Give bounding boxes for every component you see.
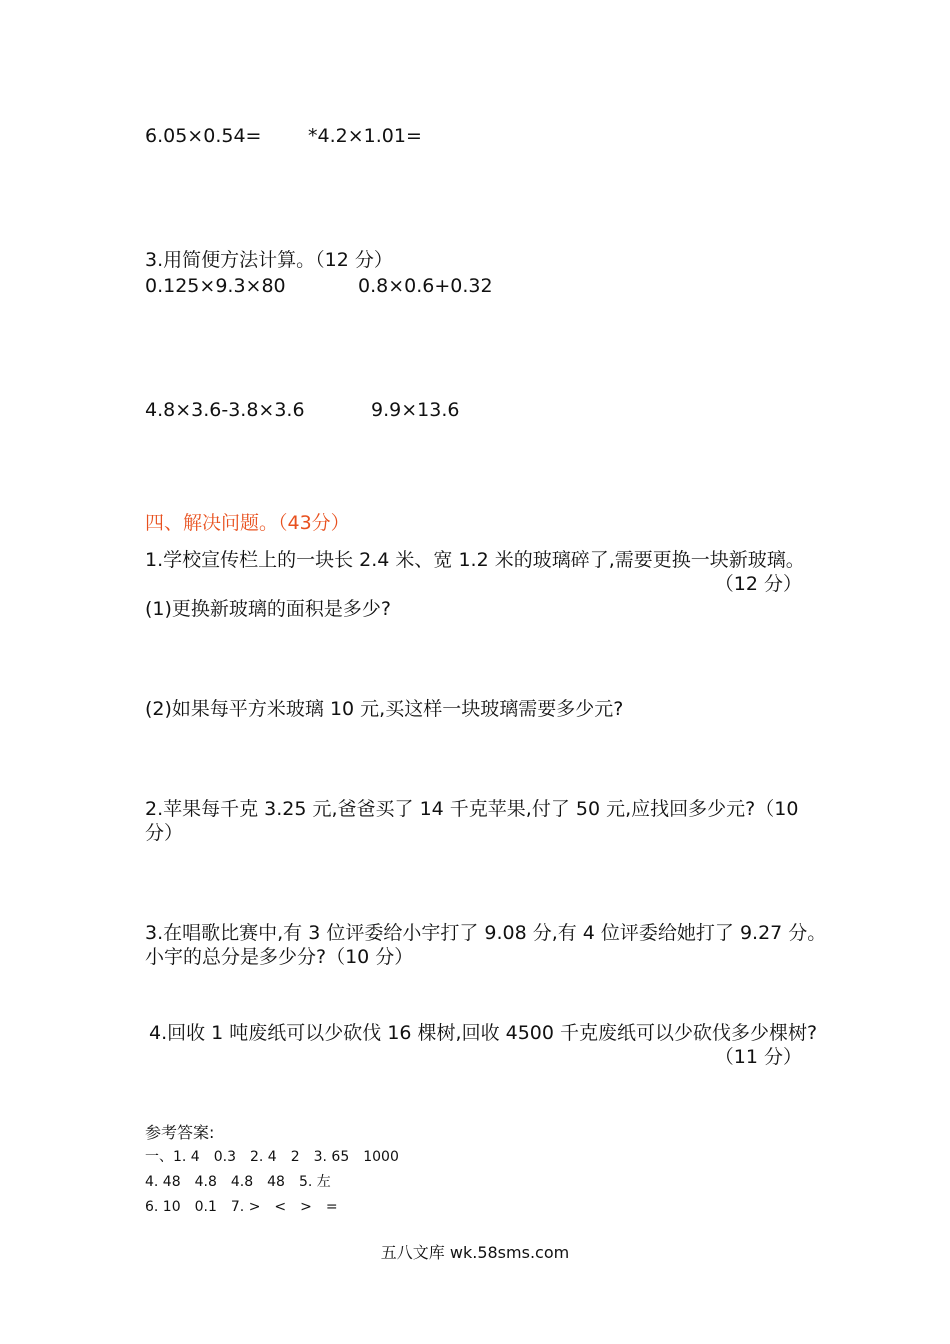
answers-line-2: 4. 48 4.8 4.8 48 5. 左 [145, 1174, 331, 1190]
expression-0-125x9-3x80: 0.125×9.3×80 [145, 275, 286, 297]
problem-1-score: （12 分） [714, 573, 802, 595]
problem-1-sub2: (2)如果每平方米玻璃 10 元,买这样一块玻璃需要多少元? [145, 698, 624, 720]
problem-2-line1: 2.苹果每千克 3.25 元,爸爸买了 14 千克苹果,付了 50 元,应找回多少元?（10 [145, 798, 799, 820]
expression-9-9x13-6: 9.9×13.6 [371, 399, 460, 421]
answers-line-1: 一、1. 4 0.3 2. 4 2 3. 65 1000 [145, 1149, 399, 1165]
answers-line-3: 6. 10 0.1 7. > < > = [145, 1199, 338, 1215]
section-four-title: 四、解决问题。（43分） [145, 512, 350, 534]
expression-4-8x3-6-minus-3-8x3-6: 4.8×3.6-3.8×3.6 [145, 399, 305, 421]
answers-title: 参考答案: [145, 1123, 215, 1142]
problem-3-line1: 3.在唱歌比赛中,有 3 位评委给小宇打了 9.08 分,有 4 位评委给她打了 9.27 分。 [145, 922, 827, 944]
problem-4-text: 4.回收 1 吨废纸可以少砍伐 16 棵树,回收 4500 千克废纸可以少砍伐多少棵树? [149, 1022, 818, 1044]
simplify-heading: 3.用简便方法计算。（12 分） [145, 249, 393, 271]
expression-6-05x0-54: 6.05×0.54= [145, 125, 262, 147]
problem-1-text: 1.学校宣传栏上的一块长 2.4 米、宽 1.2 米的玻璃碎了,需要更换一块新玻璃。 [145, 549, 805, 571]
problem-1-sub1: (1)更换新玻璃的面积是多少? [145, 598, 391, 620]
expression-4-2x1-01: *4.2×1.01= [308, 125, 422, 147]
footer-watermark: 五八文库 wk.58sms.com [380, 1243, 570, 1262]
problem-2-line2: 分） [145, 822, 184, 844]
problem-3-line2: 小宇的总分是多少分?（10 分） [145, 946, 414, 968]
expression-0-8x0-6-plus-0-32: 0.8×0.6+0.32 [358, 275, 493, 297]
problem-4-score: （11 分） [714, 1046, 802, 1068]
